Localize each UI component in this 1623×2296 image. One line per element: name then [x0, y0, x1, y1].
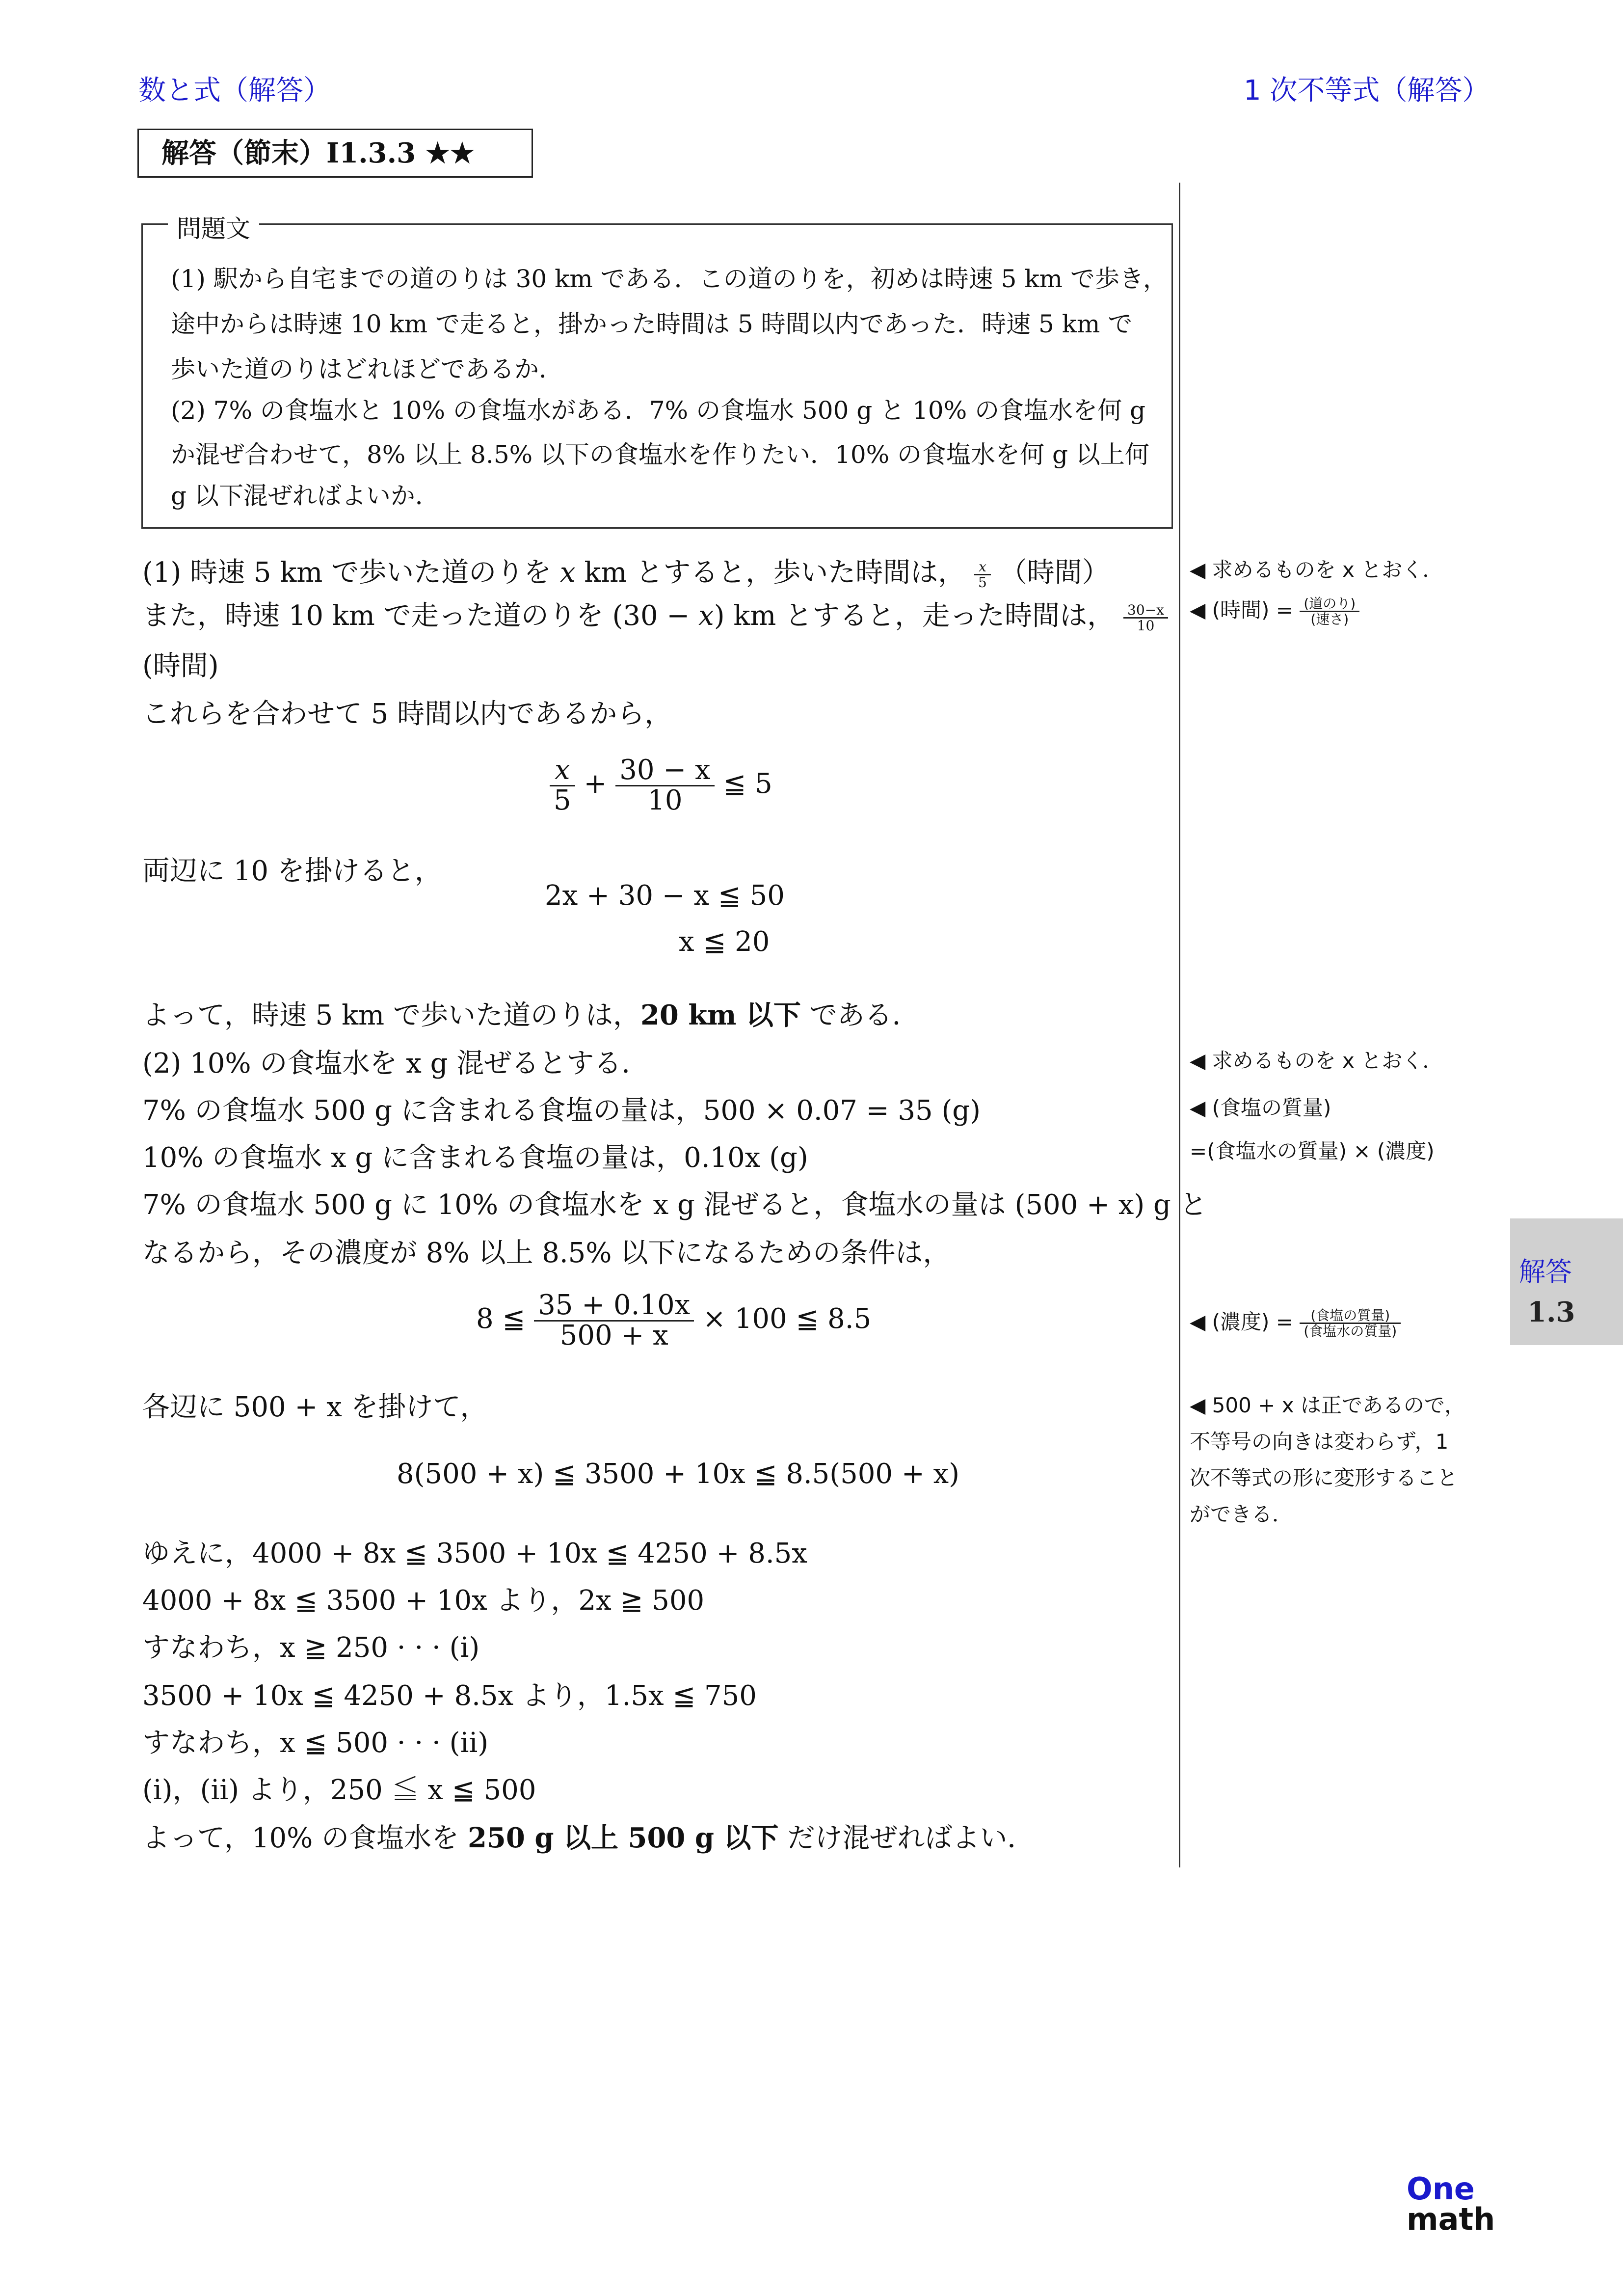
equation-step: x ≦ 20 — [679, 926, 770, 958]
header-right: 1 次不等式（解答） — [1244, 75, 1490, 107]
margin-note: =(食塩水の質量) × (濃度) — [1190, 1139, 1435, 1163]
problem-line: (1) 駅から自宅までの道のりは 30 km である．この道のりを，初めは時速 5 km で歩き， — [171, 265, 1168, 293]
margin-note: ◀ (濃度) = $\frac{\text{(食塩の質量)}}{\text{(食塩水の質量)}}$ — [1190, 1306, 1401, 1338]
solution-line: 各辺に 500 + x を掛けて， — [142, 1391, 488, 1423]
margin-note: ◀ 500 + x は正であるので， — [1190, 1393, 1465, 1417]
problem-label: 問題文 — [168, 209, 259, 244]
solution-line: これらを合わせて 5 時間以内であるから， — [142, 698, 672, 730]
section-tab-number: 1.3 — [1527, 1296, 1575, 1328]
solution-line: 7% の食塩水 500 g に含まれる食塩の量は，500 × 0.07 = 35 (g) — [142, 1095, 981, 1127]
margin-note: 次不等式の形に変形すること — [1190, 1466, 1458, 1490]
solution-line: (1) 時速 5 km で歩いた道のりを x km とすると，歩いた時間は， $\frac{x}{5}$ （時間） — [142, 557, 1110, 591]
fraction-running-time: $\frac{30-x}{10}$ — [1123, 603, 1168, 633]
margin-divider — [1179, 183, 1180, 1867]
solution-line: 3500 + 10x ≦ 4250 + 8.5x より，1.5x ≦ 750 — [142, 1680, 757, 1712]
solution-line: 両辺に 10 を掛けると， — [142, 855, 442, 887]
equation-concentration: 8 ≦ $\frac{35 + 0.10x}{500 + x}$ × 100 ≦ 8.5 — [476, 1289, 872, 1351]
solution-line: すなわち，x ≦ 500 · · · (ii) — [142, 1727, 489, 1759]
header-left: 数と式（解答） — [138, 75, 331, 107]
problem-line: 歩いた道のりはどれほどであるか． — [171, 355, 563, 383]
solution-line: (i)，(ii) より，250 ≦ x ≦ 500 — [142, 1774, 536, 1806]
solution-line: (2) 10% の食塩水を x g 混ぜるとする． — [142, 1048, 649, 1080]
onemath-logo: One math — [1407, 2171, 1495, 2237]
solution-line: また，時速 10 km で走った道のりを (30 − x) km とすると，走った時間は， $\frac{30-x}{10}$ — [142, 594, 1168, 633]
solution-line: なるから，その濃度が 8% 以上 8.5% 以下になるための条件は， — [142, 1237, 951, 1269]
solution-line: 4000 + 8x ≦ 3500 + 10x より，2x ≧ 500 — [142, 1585, 705, 1617]
margin-note: ◀ 求めるものを x とおく． — [1190, 1049, 1443, 1073]
problem-line: g 以下混ぜればよいか． — [171, 482, 440, 510]
problem-line: か混ぜ合わせて，8% 以上 8.5% 以下の食塩水を作りたい．10% の食塩水を何 g 以上何 — [171, 440, 1149, 469]
margin-note: ◀ 求めるものを x とおく． — [1190, 558, 1443, 582]
margin-note: ◀ (食塩の質量) — [1190, 1096, 1331, 1120]
section-title: 解答（節末）I1.3.3 ★★ — [137, 129, 533, 178]
solution-line: よって，10% の食塩水を 250 g 以上 500 g 以下 だけ混ぜればよい． — [142, 1822, 1035, 1854]
problem-line: 途中からは時速 10 km で走ると，掛かった時間は 5 時間以内であった．時速 5 km で — [171, 310, 1133, 338]
solution-line: (時間) — [142, 650, 219, 682]
margin-note: ができる． — [1190, 1502, 1293, 1526]
section-tab-label: 解答 — [1519, 1256, 1572, 1287]
solution-line: 7% の食塩水 500 g に 10% の食塩水を x g 混ぜると，食塩水の量は (500 + x) g と — [142, 1189, 1207, 1221]
equation-multiplied: 8(500 + x) ≦ 3500 + 10x ≦ 8.5(500 + x) — [397, 1458, 959, 1490]
problem-line: (2) 7% の食塩水と 10% の食塩水がある．7% の食塩水 500 g と 10% の食塩水を何 g — [171, 396, 1146, 425]
solution-line: 10% の食塩水 x g に含まれる食塩の量は，0.10x (g) — [142, 1142, 808, 1174]
equation-step: 2x + 30 − x ≦ 50 — [545, 880, 785, 912]
equation-time-sum: $\frac{x}{5}$ + $\frac{30 - x}{10}$ ≦ 5 — [550, 756, 772, 815]
fraction-x-over-5: $\frac{x}{5}$ — [974, 560, 991, 590]
solution-line: ゆえに，4000 + 8x ≦ 3500 + 10x ≦ 4250 + 8.5x — [142, 1538, 807, 1569]
margin-note: 不等号の向きは変わらず，1 — [1190, 1430, 1449, 1454]
solution-line: すなわち，x ≧ 250 · · · (i) — [142, 1632, 480, 1664]
solution-line: よって，時速 5 km で歩いた道のりは，20 km 以下 である． — [142, 999, 920, 1031]
margin-note: ◀ (時間) = $\frac{\text{(道のり)}}{\text{(速さ)}}$ — [1190, 594, 1359, 626]
